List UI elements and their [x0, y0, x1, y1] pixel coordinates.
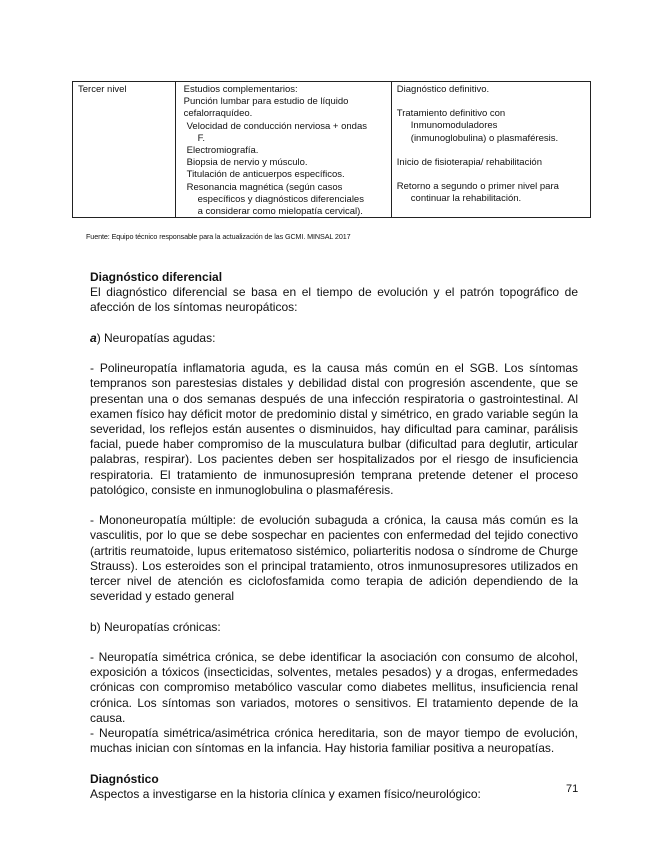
differential-heading: Diagnóstico diferencial	[90, 270, 223, 284]
page-number: 71	[566, 783, 579, 795]
acute-paragraph-2: - Mononeuropatía múltiple: de evolución subaguda a crónica, la causa más común es la vasculitis, por lo que se debe sospechar en pacientes con enfermedad del tejido conectivo (artritis reumatoide, lupus eritematoso sistémico, poliarteritis nodosa o síndrome de Churge Strauss). Los esteroides son el principal tratamiento, otros inmunosupresores utilizados en tercer nivel de atención es ciclofosfamida como terapia de adición dependiendo de la severidad y estado general	[90, 513, 578, 604]
study-item: cefalorraquídeo.	[183, 108, 253, 120]
diagnosis-heading: Diagnóstico	[90, 771, 159, 786]
study-item: Biopsia de nervio y músculo.	[186, 157, 308, 169]
table-cell-diagnosis	[392, 82, 590, 217]
table-cell-studies	[176, 82, 392, 217]
studies-title: Estudios complementarios:	[183, 84, 298, 95]
study-item: Electromiografía.	[186, 145, 259, 157]
acute-p1-rest: , es la causa más común en el SGB. Los síntomas tempranos son parestesias distales y debilidad distal con progresión ascendente, que se presentan una o dos semanas después de una infección respiratoria o gastrointestinal. Al examen físico hay déficit motor de predominio distal y simétrico, en grado variable según la severidad, los reflejos están ausentes o disminuidos, hay dificultad para caminar, parálisis facial, puede haber compromiso de la musculatura bulbar (dificultad para deglutir, articular palabras, respirar). Los pacientes deben ser hospitalizados por el riesgo de insuficiencia respiratoria. El tratamiento de inmunosupresión temprana pretende detener el proceso patológico, consiste en inmunoglobulina o plasmaféresis.	[90, 361, 578, 497]
definitive-diagnosis: Diagnóstico definitivo.	[396, 84, 490, 95]
document-body	[90, 270, 578, 802]
acute-paragraph-1	[90, 361, 578, 498]
study-item: a considerar como mielopatía cervical).	[197, 206, 363, 218]
study-item: Punción lumbar para estudio de líquido	[183, 96, 349, 108]
differential-intro: El diagnóstico diferencial se basa en el tiempo de evolución y el patrón topográfico de afección de los síntomas neuropáticos:	[90, 285, 578, 315]
acute-p1-lead: - Polineuropatía inflamatoria aguda	[90, 361, 285, 376]
rehab-line: Inicio de fisioterapia/ rehabilitación	[396, 156, 543, 168]
acute-letter: a	[90, 330, 97, 345]
return-line: continuar la rehabilitación.	[410, 193, 522, 205]
study-item: específicos y diagnósticos diferenciales	[197, 193, 364, 205]
chronic-label: b) Neuropatías crónicas:	[90, 619, 221, 634]
care-level-table	[72, 81, 591, 218]
chronic-paragraph-1: - Neuropatía simétrica crónica, se debe identificar la asociación con consumo de alcohol, exposición a tóxicos (insecticidas, solventes, metales pesados) y a drogas, enfermedades crónicas con compromiso metabólico vascular como diabetes mellitus, insuficiencia renal crónica. Los síntomas son variados, motores o sensitivos. El tratamiento depende de la causa.	[90, 650, 578, 725]
treatment-line: Tratamiento definitivo con	[396, 108, 506, 120]
diagnosis-intro: Aspectos a investigarse en la historia clínica y examen físico/neurológico:	[90, 786, 481, 801]
study-item: Velocidad de conducción nerviosa + ondas	[186, 120, 367, 132]
table-source: Fuente: Equipo técnico responsable para la actualización de las GCMI. MINSAL 2017	[86, 232, 351, 241]
acute-label-text: ) Neuropatías agudas:	[96, 330, 216, 345]
level-label: Tercer nivel	[78, 84, 127, 95]
study-item: Titulación de anticuerpos específicos.	[186, 169, 345, 181]
study-item: Resonancia magnética (según casos	[186, 181, 343, 193]
treatment-line: Inmunomoduladores	[410, 120, 498, 132]
study-item: F.	[197, 132, 206, 144]
treatment-line: (inmunoglobulina) o plasmaféresis.	[410, 132, 559, 144]
acute-label	[90, 331, 578, 346]
chronic-paragraph-2: - Neuropatía simétrica/asimétrica crónica hereditaria, son de mayor tiempo de evolución, muchas inician con síntomas en la infancia. Hay historia familiar positiva a neuropatías.	[90, 726, 578, 756]
return-line: Retorno a segundo o primer nivel para	[396, 181, 559, 193]
table-cell-level	[73, 82, 176, 217]
